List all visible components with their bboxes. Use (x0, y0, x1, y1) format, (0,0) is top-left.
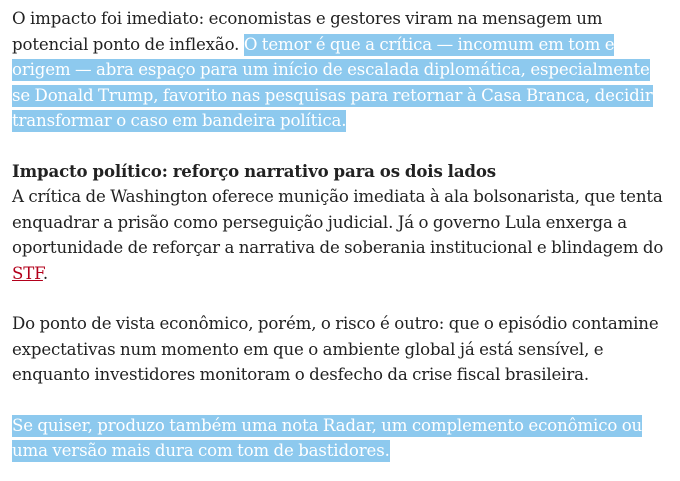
selected-text-temor[interactable]: O temor é que a crítica — incomum em tom e origem — abra espaço para um início de escalada diplomática, especialmente se Donald Trump, favorito nas pesquisas para retornar à Casa Branca, decidir transformar o caso em bandeira política. (12, 34, 653, 130)
paragraph-washington-end: . (42, 263, 49, 283)
paragraph-washington-text: A crítica de Washington oferece munição imediata à ala bolsonarista, que tenta enquadrar a prisão como perseguição judicial. Já o governo Lula enxerga a oportunidade de reforçar a narrativa de soberania institucional e blindagem do (12, 187, 664, 257)
paragraph-impacto (12, 6, 668, 134)
selected-text-oferta[interactable]: Se quiser, produzo também uma nota Radar, um complemento econômico ou uma versão mais dura com tom de bastidores. (12, 415, 643, 460)
stf-link[interactable]: STF (12, 263, 43, 283)
section-impacto-politico (12, 159, 668, 287)
paragraph-economico: Do ponto de vista econômico, porém, o risco é outro: que o episódio contamine expectativas num momento em que o ambiente global já está sensível, e enquanto investidores monitoram o desfecho da crise fiscal brasileira. (12, 314, 659, 384)
section-heading: Impacto político: reforço narrativo para os dois lados (12, 160, 496, 181)
paragraph-oferta (12, 413, 668, 464)
paragraph-impacto-text: O impacto foi imediato: economistas e gestores viram na mensagem um potencial ponto de inflexão. (12, 9, 603, 54)
paragraph-washington (12, 184, 668, 286)
